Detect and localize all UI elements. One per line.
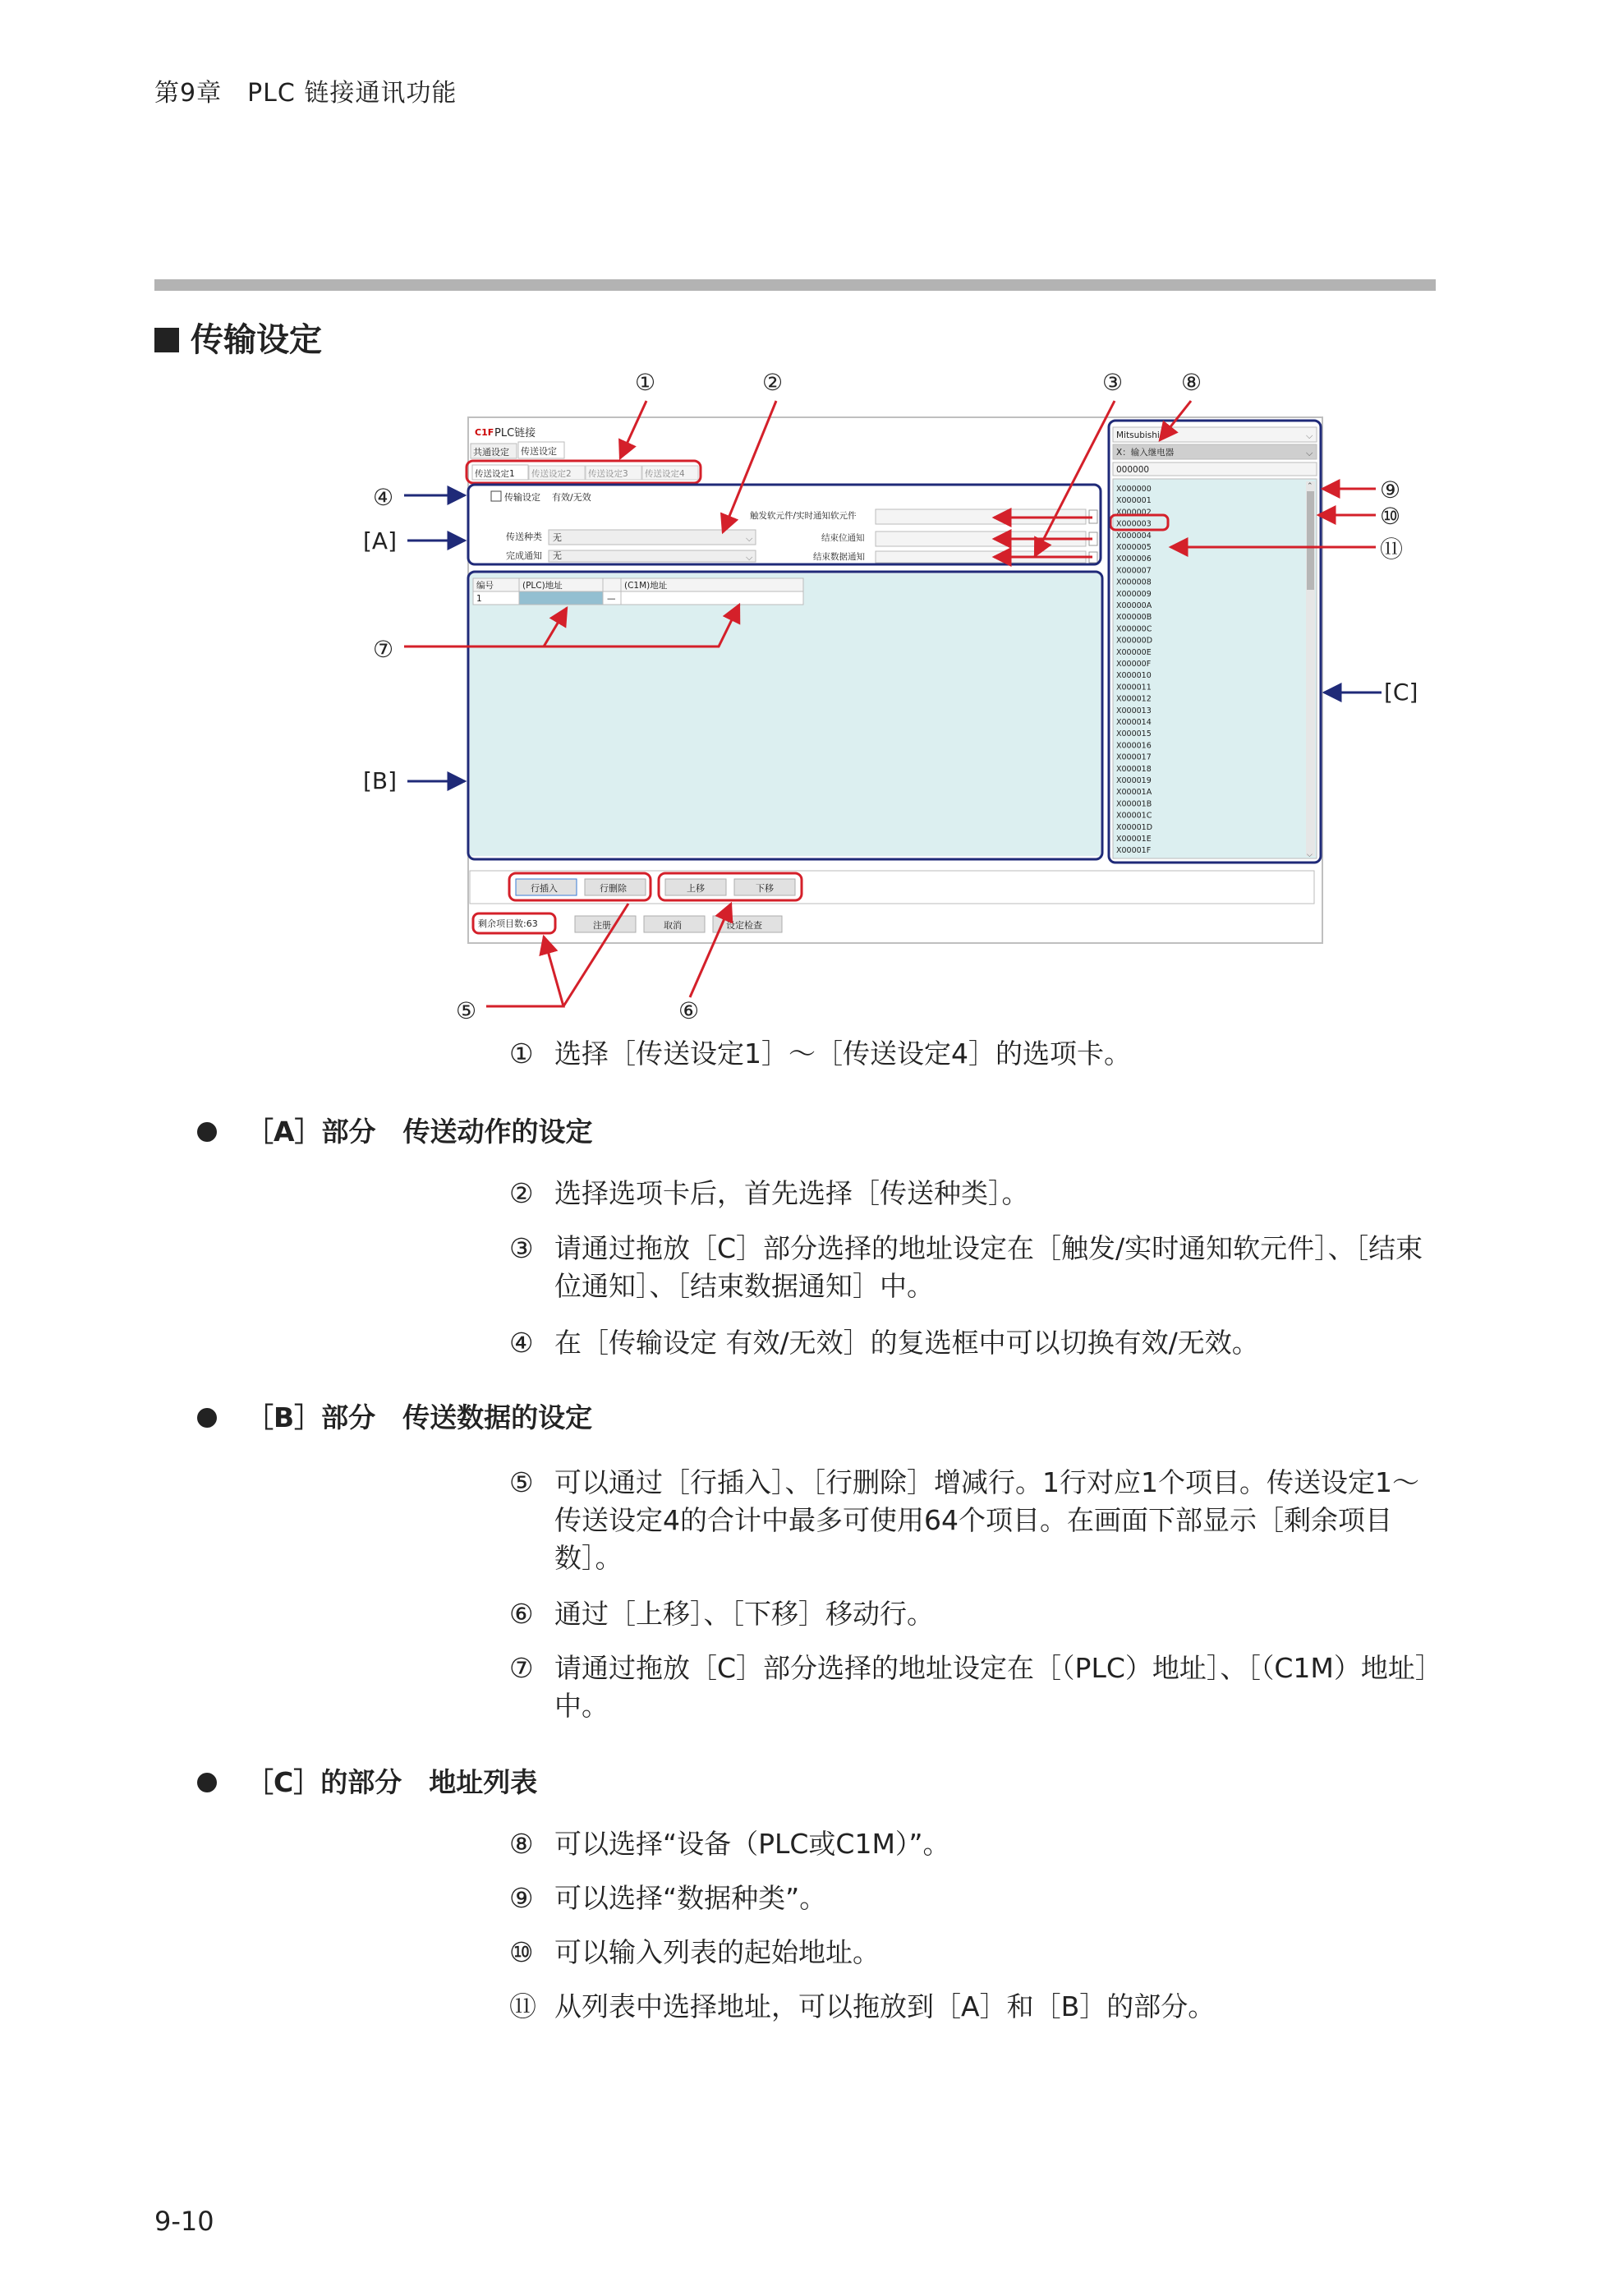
grid-row-sep-label: —	[607, 594, 616, 604]
region-b-label: [B]	[363, 767, 398, 794]
callout-9: ⑨	[1380, 476, 1401, 504]
explanation-item-4: ④ 在［传输设定 有效/无效］的复选框中可以切换有效/无效。	[509, 1327, 1259, 1359]
register-label: 注册	[593, 920, 611, 931]
subtab-3-label: 传送设定3	[588, 469, 628, 479]
subtab-2-label: 传送设定2	[531, 469, 572, 479]
list-item[interactable]: X000003	[1116, 519, 1152, 529]
list-item[interactable]: X000001	[1116, 496, 1152, 506]
list-item[interactable]: X00001D	[1116, 822, 1153, 832]
list-item[interactable]: X00000D	[1116, 636, 1153, 646]
list-item[interactable]: X000005	[1116, 543, 1152, 552]
grid-c1m-address-cell[interactable]	[621, 591, 803, 605]
list-item[interactable]: X000013	[1116, 706, 1152, 715]
section-title: 传输设定	[154, 314, 322, 361]
list-item[interactable]: X00001C	[1116, 811, 1152, 821]
move-up-label: 上移	[687, 883, 705, 894]
explanation-item-1: ① 选择［传送设定1］～［传送设定4］的选项卡。	[509, 1038, 1131, 1070]
device-select-value: Mitsubishi	[1116, 430, 1160, 440]
bullet-dot-icon	[197, 1408, 217, 1428]
explanation-item-9: ⑨ 可以选择“数据种类”。	[509, 1882, 827, 1914]
bullet-section-b: ［B］部分 传送数据的设定	[197, 1396, 592, 1435]
list-item[interactable]: X00001A	[1116, 788, 1152, 798]
bullet-dot-icon	[197, 1122, 217, 1142]
chevron-down-icon: ⌵	[1306, 448, 1313, 458]
callout-11: ⑪	[1380, 536, 1404, 563]
tab-common-label: 共通设定	[473, 447, 509, 458]
explanation-item-2: ② 选择选项卡后，首先选择［传送种类］。	[509, 1177, 1029, 1209]
explanation-item-7: ⑦ 请通过拖放［C］部分选择的地址设定在［（PLC）地址］、［（C1M）地址］中。	[509, 1652, 1442, 1722]
explanation-item-8: ⑧ 可以选择“设备（PLC或C1M）”。	[509, 1828, 950, 1860]
bullet-section-c: ［C］的部分 地址列表	[197, 1761, 537, 1800]
callout-5: ⑤	[456, 997, 477, 1024]
grid-header-plc-label: (PLC)地址	[522, 581, 563, 591]
tab-transfer-label: 传送设定	[521, 446, 557, 457]
list-item[interactable]: X000004	[1116, 531, 1152, 541]
grid-header-sep	[603, 578, 621, 591]
list-item[interactable]: X00001F	[1116, 846, 1152, 856]
explanation-item-5: ⑤ 可以通过［行插入］、［行删除］增减行。1行对应1个项目。传送设定1～传送设定4的合计中最多可使用64个项目。在画面下部显示［剩余项目数］。	[509, 1466, 1419, 1574]
chapter-header: 第9章 PLC 链接通讯功能	[154, 79, 457, 108]
list-item[interactable]: X000010	[1116, 671, 1152, 681]
transfer-type-label: 传送种类	[506, 531, 542, 542]
list-item[interactable]: X000016	[1116, 741, 1152, 751]
bullet-section-a: ［A］部分 传送动作的设定	[197, 1111, 593, 1149]
complete-notice-value: 无	[553, 550, 562, 561]
list-item[interactable]: X000011	[1116, 683, 1152, 692]
remaining-count: 剩余项目数:63	[478, 918, 538, 929]
enddata-label: 结束数据通知	[813, 552, 865, 562]
chevron-down-icon: ⌵	[746, 533, 753, 544]
callout-3: ③	[1102, 369, 1124, 396]
list-item[interactable]: X000007	[1116, 566, 1152, 576]
list-item[interactable]: X000009	[1116, 589, 1152, 599]
callout-8: ⑧	[1181, 369, 1202, 396]
app-logo: C1F	[475, 427, 494, 438]
grid-row-no-value: 1	[476, 594, 482, 604]
explanation-item-3: ③ 请通过拖放［C］部分选择的地址设定在［触发/实时通知软元件］、［结束位通知］、［结束数据通知］中。	[509, 1232, 1423, 1302]
chevron-up-icon: ⌃	[1307, 482, 1313, 490]
list-item[interactable]: X000018	[1116, 764, 1152, 774]
callout-2: ②	[762, 369, 784, 396]
list-item[interactable]: X000015	[1116, 729, 1152, 739]
move-down-label: 下移	[756, 883, 774, 894]
list-item[interactable]: X000006	[1116, 554, 1152, 564]
data-type-select-value: X：输入继电器	[1116, 448, 1175, 458]
callout-4: ④	[373, 484, 394, 511]
explanation-item-10: ⑩ 可以输入列表的起始地址。	[509, 1936, 880, 1968]
region-a-label: [A]	[363, 527, 398, 554]
chevron-down-icon: ⌵	[1307, 851, 1313, 859]
start-address-value: 000000	[1116, 465, 1150, 475]
explanation-item-6: ⑥ 通过［上移］、［下移］移动行。	[509, 1598, 934, 1630]
row-delete-label: 行删除	[600, 883, 627, 894]
list-item[interactable]: X000000	[1116, 485, 1152, 494]
enable-checkbox[interactable]	[491, 491, 501, 501]
region-c-label: [C]	[1384, 679, 1418, 706]
list-item[interactable]: X00001B	[1116, 799, 1152, 809]
bullet-dot-icon	[197, 1773, 217, 1792]
list-item[interactable]: X000002	[1116, 508, 1152, 518]
complete-notice-label: 完成通知	[506, 550, 542, 561]
list-item[interactable]: X000008	[1116, 577, 1152, 587]
grid-header-c1m-label: (C1M)地址	[624, 581, 668, 591]
grid-header-no-label: 编号	[476, 581, 494, 591]
list-item[interactable]: X00000A	[1116, 601, 1152, 610]
chevron-down-icon: ⌵	[1306, 430, 1313, 441]
square-bullet-icon	[154, 328, 179, 352]
setting-check-label: 设定检查	[726, 920, 762, 931]
callout-1: ①	[635, 369, 656, 396]
list-scroll-thumb[interactable]	[1307, 491, 1314, 590]
list-item[interactable]: X000012	[1116, 694, 1152, 704]
window-title: PLC链接	[494, 427, 536, 439]
chevron-down-icon: ⌵	[746, 552, 753, 563]
page-number: 9-10	[154, 2206, 214, 2237]
explanation-item-11: ⑪ 从列表中选择地址，可以拖放到［A］和［B］的部分。	[509, 1990, 1216, 2022]
trigger-label: 触发软元件/实时通知软元件	[750, 511, 857, 521]
transfer-type-select[interactable]	[549, 530, 756, 545]
callout-10: ⑩	[1380, 503, 1401, 530]
list-item[interactable]: X000014	[1116, 718, 1152, 727]
row-insert-label: 行插入	[531, 883, 558, 894]
list-item[interactable]: X00000C	[1116, 624, 1152, 634]
subtab-1-label: 传送设定1	[475, 469, 515, 479]
data-grid	[470, 573, 1101, 856]
callout-6: ⑥	[678, 997, 700, 1024]
list-item[interactable]: X00000F	[1116, 660, 1152, 669]
endbit-label: 结束位通知	[821, 533, 865, 543]
enable-state-label: 有效/无效	[552, 492, 591, 503]
section-divider	[154, 279, 1436, 291]
list-item[interactable]: X00000E	[1116, 647, 1152, 657]
enable-checkbox-label: 传输设定	[504, 492, 540, 503]
cancel-label: 取消	[664, 920, 682, 931]
list-item[interactable]: X00001E	[1116, 835, 1152, 844]
subtab-4-label: 传送设定4	[645, 469, 685, 479]
callout-7: ⑦	[373, 636, 394, 663]
grid-plc-address-cell[interactable]	[519, 591, 603, 605]
list-item[interactable]: X000019	[1116, 776, 1152, 785]
complete-notice-select[interactable]	[549, 550, 756, 562]
plc-link-figure	[329, 361, 1446, 1035]
transfer-type-value: 无	[553, 532, 562, 543]
list-item[interactable]: X000017	[1116, 752, 1152, 762]
list-item[interactable]: X00000B	[1116, 613, 1152, 623]
